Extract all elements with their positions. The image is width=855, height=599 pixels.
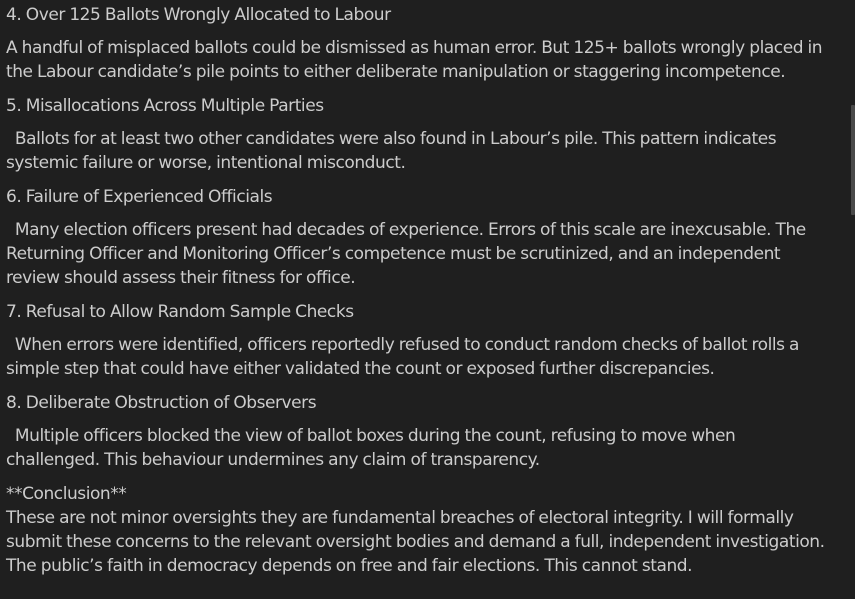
paragraph-line: simple step that could have either validated the count or exposed further discrepancies.	[6, 359, 715, 379]
section-heading: 6. Failure of Experienced Officials	[6, 187, 273, 207]
conclusion-section	[6, 482, 846, 578]
section-heading: 8. Deliberate Obstruction of Observers	[6, 393, 317, 413]
paragraph-line: Ballots for at least two other candidates were also found in Labour’s pile. This pattern indicates	[6, 129, 777, 149]
section-heading: 5. Misallocations Across Multiple Parties	[6, 96, 324, 116]
paragraph-line: challenged. This behaviour undermines any claim of transparency.	[6, 450, 540, 470]
paragraph-line: A handful of misplaced ballots could be dismissed as human error. But 125+ ballots wrongly placed in	[6, 38, 823, 58]
section-7	[6, 300, 846, 381]
paragraph-line: Many election officers present had decades of experience. Errors of this scale are inexcusable. The	[6, 220, 806, 240]
conclusion-heading: **Conclusion**	[6, 484, 127, 504]
paragraph-line: When errors were identified, officers reportedly refused to conduct random checks of ballot rolls a	[6, 335, 800, 355]
section-6	[6, 185, 846, 290]
section-5	[6, 94, 846, 175]
paragraph-line: review should assess their fitness for office.	[6, 268, 356, 288]
paragraph-line: submit these concerns to the relevant oversight bodies and demand a full, independent investigation.	[6, 532, 825, 552]
scrollbar-thumb[interactable]	[851, 105, 855, 215]
paragraph-line: Returning Officer and Monitoring Officer’s competence must be scrutinized, and an independent	[6, 244, 781, 264]
paragraph-line: Multiple officers blocked the view of ballot boxes during the count, refusing to move when	[6, 426, 736, 446]
section-heading: 7. Refusal to Allow Random Sample Checks	[6, 302, 354, 322]
document-content	[6, 3, 846, 578]
section-8	[6, 391, 846, 472]
paragraph-line: The public’s faith in democracy depends on free and fair elections. This cannot stand.	[6, 556, 693, 576]
paragraph-line: These are not minor oversights they are fundamental breaches of electoral integrity. I will formally	[6, 508, 794, 528]
paragraph-line: systemic failure or worse, intentional misconduct.	[6, 153, 406, 173]
section-heading: 4. Over 125 Ballots Wrongly Allocated to Labour	[6, 5, 391, 25]
section-4	[6, 3, 846, 84]
vertical-scrollbar[interactable]	[849, 0, 855, 599]
paragraph-line: the Labour candidate’s pile points to either deliberate manipulation or staggering incompetence.	[6, 62, 786, 82]
